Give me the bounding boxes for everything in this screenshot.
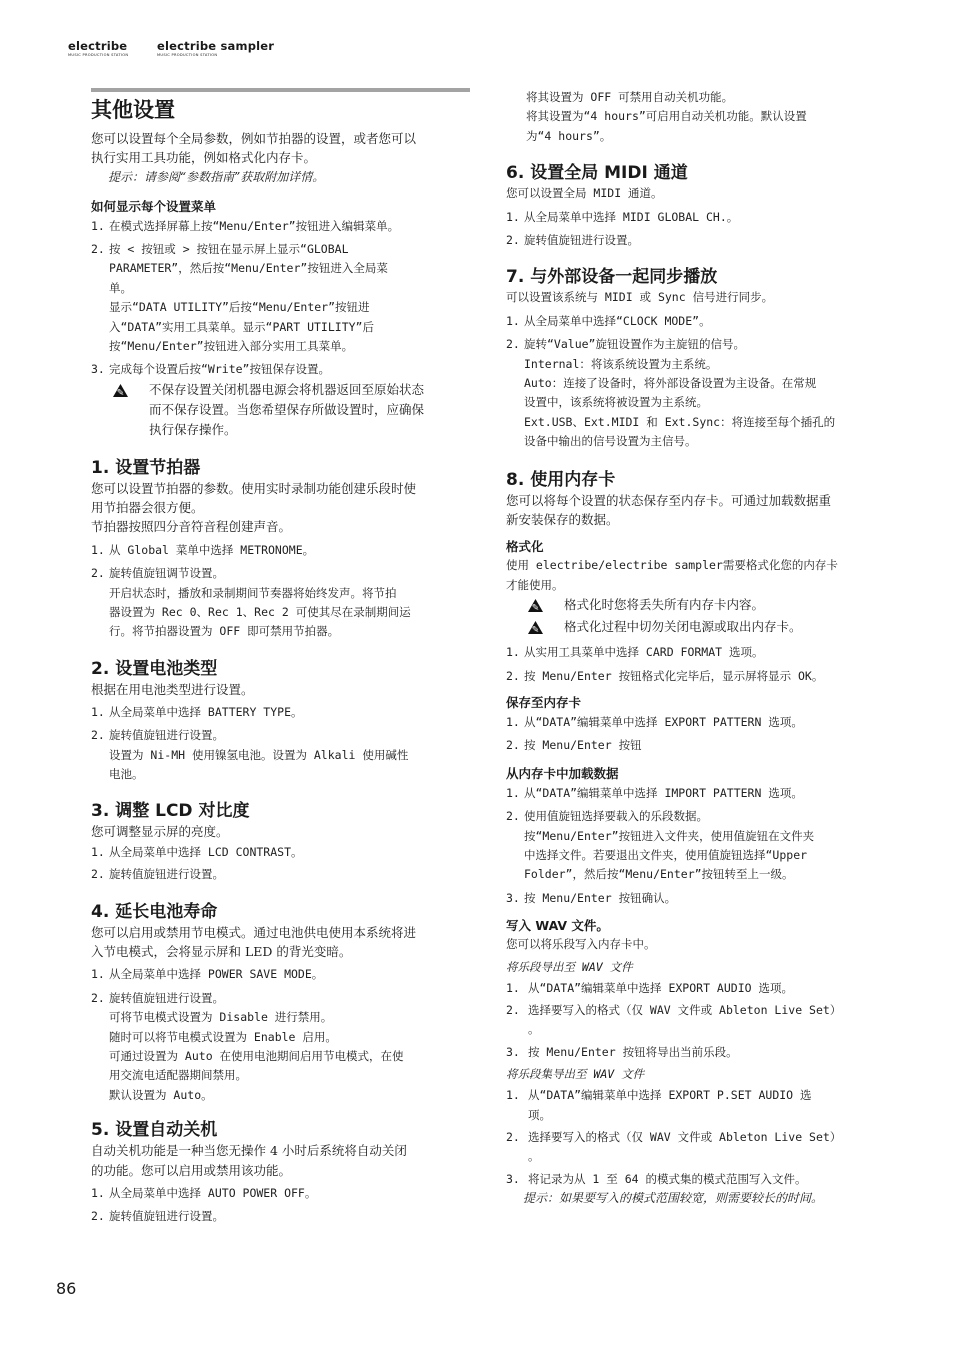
section-desc: 您可调整显示屏的亮度。 (91, 823, 229, 839)
section-title-sync: 7. 与外部设备一起同步播放 (506, 267, 718, 288)
section-title-auto-power-off: 5. 设置自动关机 (91, 1120, 218, 1141)
section-desc: 自动关机功能是一种当您无操作 4 小时后系统将自动关闭 的功能。您可以启用或禁用该功能。 (91, 1143, 407, 1178)
list-item: 2. 旋转“Value”旋钮设置作为主旋钮的信号。 Internal：将该系统设置为主系统。 Auto：连接了设备时，将外部设备设置为主设备。在常规 设置中，该系统将被设置为主系统。 Ext.USB、Ext.MIDI 和 Ext.Sync：将连接至每个插孔的 设备中输出的信号设置为主信号。 (506, 337, 836, 449)
list-item: 2. 按 Menu/Enter 按钮 (506, 738, 642, 753)
wav-desc: 您可以将乐段写入内存卡中。 (506, 937, 656, 952)
how-steps (91, 217, 471, 380)
section-desc: 您可以启用或禁用节电模式。通过电池供电使用本系统将进 入节电模式，会将显示屏和 LED 的背光变暗。 (91, 924, 417, 960)
warning-icon (506, 617, 564, 639)
warning-note: ✎ 格式化过程中切勿关闭电源或取出内存卡。 (506, 617, 890, 639)
brand-subtitle: MUSIC PRODUCTION STATION (157, 53, 218, 57)
wav-sub-heading: 将乐段导出至 WAV 文件 (506, 959, 633, 974)
page-number: 86 (56, 1279, 77, 1298)
page-title: 其他设置 (91, 98, 175, 122)
section-title-midi: 6. 设置全局 MIDI 通道 (506, 163, 688, 184)
section-title-battery-life: 4. 延长电池寿命 (91, 901, 218, 922)
brand-subtitle: MUSIC PRODUCTION STATION (68, 53, 129, 57)
brand-electribe (68, 40, 128, 58)
warning-icon (506, 595, 564, 617)
load-heading: 从内存卡中加载数据 (506, 765, 619, 781)
list-item: 1. 从“DATA”编辑菜单中选择 EXPORT PATTERN 选项。 (506, 714, 803, 729)
warning-icon (91, 380, 149, 440)
list-item: 2. 选择要写入的格式（仅 WAV 文件或 Ableton Live Set） 。 (506, 1130, 842, 1164)
list-item: 3. 按 Menu/Enter 按钮确认。 (506, 890, 677, 905)
section-desc: 可以设置该系统与 MIDI 或 Sync 信号进行同步。 (506, 290, 774, 305)
left-column (91, 88, 471, 1227)
list-item: 1. 从全局菜单中选择 LCD CONTRAST。 (91, 844, 303, 859)
right-column (506, 88, 890, 1208)
list-item: 1. 从“DATA”编辑菜单中选择 EXPORT P.SET AUDIO 选 项。 (506, 1088, 812, 1122)
list-item: 2. 使用值旋钮选择要载入的乐段数据。 按“Menu/Enter”按钮进入文件夹，使用值旋钮在文件夹 中选择文件。若要退出文件夹，使用值旋钮选择“Upper Folder”，然后按“Menu/Enter”按钮转至上一级。 (506, 809, 815, 882)
section-title-battery: 2. 设置电池类型 (91, 658, 218, 679)
list-item: 1. 从 Global 菜单中选择 METRONOME。 (91, 542, 315, 557)
list-item: 3. 按 Menu/Enter 按钮将导出当前乐段。 (506, 1044, 738, 1059)
section-title-memory-card: 8. 使用内存卡 (506, 469, 616, 490)
svg-text:✎: ✎ (116, 388, 125, 397)
section-desc: 您可以设置节拍器的参数。使用实时录制功能创建乐段时使 用节拍器会很方便。 节拍器按照四分音符音程创建声音。 (91, 480, 417, 535)
brand-electribe-sampler (157, 40, 274, 58)
save-heading: 保存至内存卡 (506, 694, 582, 710)
brand-name: electribe sampler (157, 39, 275, 53)
format-desc: 使用 electribe/electribe sampler需要格式化您的内存卡 才能使用。 (506, 558, 838, 592)
hint-text: 提示：请参阅“参数指南”获取附加详情。 (108, 169, 325, 184)
how-heading: 如何显示每个设置菜单 (91, 198, 217, 214)
warning-note: ✎ 不保存设置关闭机器电源会将机器返回至原始状态 而不保存设置。当您希望保存所做设置时，应确保 执行保存操作。 (91, 380, 471, 440)
warning-note: ✎ 格式化时您将丢失所有内存卡内容。 (506, 595, 890, 617)
list-item: 2. 旋转值旋钮进行设置。 设置为 Ni-MH 使用镍氢电池。设置为 Alkali 使用碱性 电池。 (91, 728, 409, 782)
list-item: 1. 从全局菜单中选择 MIDI GLOBAL CH.。 (506, 209, 739, 224)
format-heading: 格式化 (506, 539, 544, 555)
list-item: 2. 按 < 按钮或 > 按钮在显示屏上显示“GLOBAL PARAMETER”，然后按“Menu/Enter”按钮进入全局菜 单。 显示“DATA UTILITY”后按“Menu/Enter”按钮进 入“DATA”实用工具菜单。显示“PART UTILITY”后 按“Menu/Enter”按钮进入部分实用工具菜单。 (91, 242, 388, 354)
section-title-metronome: 1. 设置节拍器 (91, 457, 201, 478)
section-desc: 您可以将每个设置的状态保存至内存卡。可通过加载数据重 新安装保存的数据。 (506, 492, 832, 527)
wav-heading: 写入 WAV 文件。 (506, 918, 609, 934)
list-item: 2. 旋转值旋钮进行设置。 (91, 1209, 224, 1224)
brand-name: electribe (68, 39, 128, 53)
title-rule (91, 88, 470, 92)
list-item: 2. 旋转值旋钮调节设置。 开启状态时，播放和录制期间节奏器将始终发声。将节拍 器设置为 Rec 0、Rec 1、Rec 2 可使其尽在录制期间运 行。将节拍器设置为 OFF 即可禁用节拍器。 (91, 566, 411, 639)
hint-text: 提示：如果要写入的模式范围较宽，则需要较长的时间。 (523, 1191, 824, 1206)
list-item: 1. 从全局菜单中选择 AUTO POWER OFF。 (91, 1185, 317, 1200)
continued-text: 将其设置为 OFF 可禁用自动关机功能。 将其设置为“4 hours”可启用自动关机功能。默认设置 为“4 hours”。 (526, 90, 807, 143)
list-item: 3. 将记录为从 1 至 64 的模式集的模式范围写入文件。 (506, 1171, 807, 1186)
list-item: 1. 从全局菜单中选择 POWER SAVE MODE。 (91, 967, 324, 982)
list-item: 2. 旋转值旋钮进行设置。 (91, 867, 224, 882)
list-item: 1. 从“DATA”编辑菜单中选择 IMPORT PATTERN 选项。 (506, 785, 803, 800)
svg-text:✎: ✎ (531, 603, 540, 613)
list-item: 2. 选择要写入的格式（仅 WAV 文件或 Ableton Live Set） 。 (506, 1002, 842, 1037)
svg-text:✎: ✎ (531, 625, 540, 635)
list-item: 3. 完成每个设置后按“Write”按钮保存设置。 (91, 362, 330, 377)
list-item: 1. 从全局菜单中选择 BATTERY TYPE。 (91, 705, 303, 720)
list-item: 1. 从全局菜单中选择“CLOCK MODE”。 (506, 313, 711, 328)
list-item: 2. 旋转值旋钮进行设置。 可将节电模式设置为 Disable 进行禁用。 随时可以将节电模式设置为 Enable 启用。 可通过设置为 Auto 在使用电池期间启用节电模式，在使 用交流电适配器期间禁用。 默认设置为 Auto。 (91, 990, 404, 1102)
section-desc: 根据在用电池类型进行设置。 (91, 681, 254, 697)
section-title-lcd: 3. 调整 LCD 对比度 (91, 800, 250, 821)
list-item: 1. 在模式选择屏幕上按“Menu/Enter”按钮进入编辑菜单。 (91, 218, 400, 233)
list-item: 2. 按 Menu/Enter 按钮格式化完毕后，显示屏将显示 OK。 (506, 668, 824, 683)
list-item: 1. 从实用工具菜单中选择 CARD FORMAT 选项。 (506, 645, 764, 660)
list-item: 1. 从“DATA”编辑菜单中选择 EXPORT AUDIO 选项。 (506, 980, 793, 995)
section-desc: 您可以设置全局 MIDI 通道。 (506, 186, 663, 201)
list-item: 2. 旋转值旋钮进行设置。 (506, 233, 639, 248)
intro: 您可以设置每个全局参数，例如节拍器的设置，或者您可以 执行实用工具功能，例如格式化内存卡。 (91, 131, 417, 166)
wav-sub-heading: 将乐段集导出至 WAV 文件 (506, 1067, 645, 1082)
